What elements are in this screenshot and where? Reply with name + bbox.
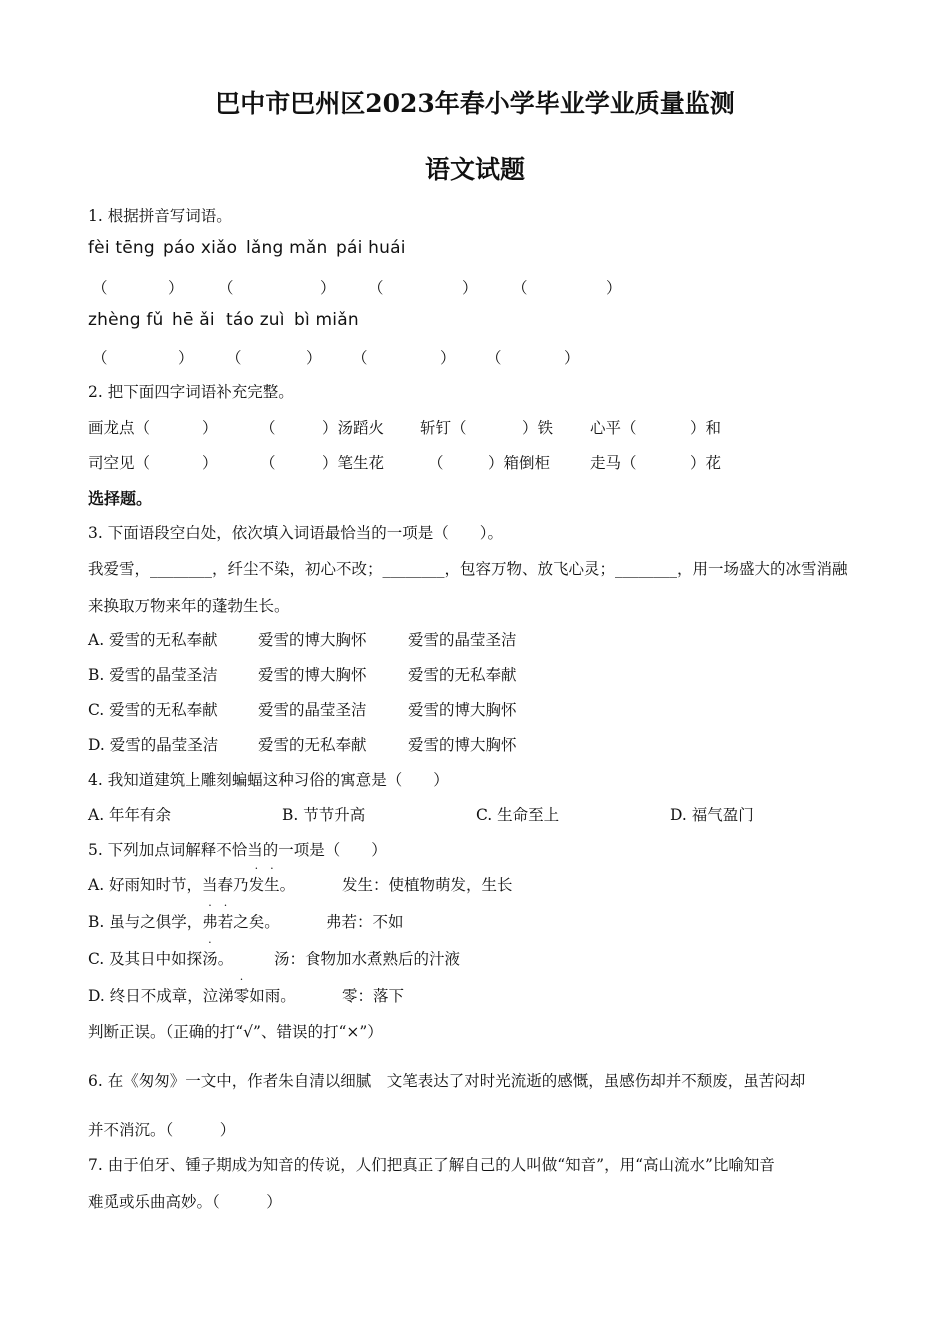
q1-pinyin-1: fèi tēng <box>88 238 155 258</box>
section-heading-choice: 选择题。 <box>88 489 153 508</box>
emphasis-dot-icon: · <box>239 973 244 986</box>
q3-option-c: C. 爱雪的无私奉献 <box>88 701 218 719</box>
answer-blank-open: （ <box>368 279 384 297</box>
q4-option-b: B. 节节升高 <box>282 806 366 824</box>
q1-stem: 1. 根据拼音写词语。 <box>88 207 232 225</box>
answer-blank-close: ） <box>168 279 184 297</box>
q4-stem: 4. 我知道建筑上雕刻蝙蝠这种习俗的寓意是（ ） <box>88 771 449 789</box>
q5-option-b: B. 虽与之俱学， · 弗 · 若之矣。 <box>88 899 280 931</box>
answer-blank-close: ） <box>178 349 194 367</box>
q5-option-b-note: 弗若：不如 <box>326 913 404 931</box>
q5-option-d: D. 终日不成章，泣涕 · 零如雨。 <box>88 973 296 1005</box>
answer-blank-close: ） <box>306 349 322 367</box>
q3-option-b: B. 爱雪的晶莹圣洁 <box>88 666 218 684</box>
q2-idiom-8-post: ）花 <box>690 454 722 472</box>
q3-passage-line1: 我爱雪，________，纤尘不染，初心不改；________，包容万物、放飞心灵；________，用一场盛大的冰雪消融 <box>88 560 848 578</box>
q2-idiom-4-post: ）和 <box>690 419 722 437</box>
emphasis-dot-icon: · <box>208 936 212 949</box>
q5-option-a-note: 发生：使植物萌发，生长 <box>342 876 513 894</box>
q3-option-d-b: 爱雪的无私奉献 <box>258 736 367 754</box>
q3-option-d: D. 爱雪的晶莹圣洁 <box>88 736 219 754</box>
q5-option-a: A. 好雨知时节，当春乃 · 发 · 生。 <box>88 862 296 894</box>
q2-idiom-1-post: ） <box>202 419 218 437</box>
answer-blank-open: （ <box>226 349 242 367</box>
dotted-char: · 若 <box>217 899 234 931</box>
q2-idiom-3-post: ）铁 <box>522 419 554 437</box>
section-heading-judge: 判断正误。（正确的打“√”、错误的打“×”） <box>88 1023 383 1041</box>
q3-option-b-c: 爱雪的无私奉献 <box>408 666 517 684</box>
q7-line2: 难觅或乐曲高妙。（ ） <box>88 1193 282 1211</box>
q4-option-c: C. 生命至上 <box>476 806 560 824</box>
q1-pinyin-4: pái huái <box>336 238 406 258</box>
q6-line1: 6. 在《匆匆》一文中，作者朱自清以细腻 文笔表达了对时光流逝的感慨，虽感伤却并不颓废，虽苦闷却 <box>88 1072 806 1090</box>
q2-idiom-8-pre: 走马（ <box>590 454 637 472</box>
q5-option-c-text: C. 及其日中如探 <box>88 950 203 968</box>
q3-option-a-b: 爱雪的博大胸怀 <box>258 631 367 649</box>
q5-option-d-text: D. 终日不成章，泣涕 <box>88 987 234 1005</box>
q3-option-c-b: 爱雪的晶莹圣洁 <box>258 701 367 719</box>
q5-option-d-note: 零：落下 <box>342 987 405 1005</box>
answer-blank-close: ） <box>606 279 622 297</box>
q1-pinyin-7: táo zuì <box>226 310 285 330</box>
answer-blank-open: （ <box>92 279 108 297</box>
emphasis-dot-icon: · <box>208 899 212 912</box>
q3-option-a-c: 爱雪的晶莹圣洁 <box>408 631 517 649</box>
q2-idiom-5-pre: 司空见（ <box>88 454 151 472</box>
dotted-char: · 发 <box>248 862 265 894</box>
answer-blank-open: （ <box>486 349 502 367</box>
answer-blank-open: （ <box>512 279 528 297</box>
answer-blank-close: ） <box>440 349 456 367</box>
q2-idiom-7-pre: （ <box>428 454 444 472</box>
q3-option-c-c: 爱雪的博大胸怀 <box>408 701 517 719</box>
answer-blank-close: ） <box>564 349 580 367</box>
q3-option-a: A. 爱雪的无私奉献 <box>88 631 218 649</box>
page-title: 巴中市巴州区2023年春小学毕业学业质量监测 <box>215 89 735 118</box>
dotted-char: · 零 <box>233 973 250 1005</box>
q7-line1: 7. 由于伯牙、锺子期成为知音的传说，人们把真正了解自己的人叫做“知音”，用“高山流水”比喻知音 <box>88 1156 775 1174</box>
q1-pinyin-5: zhèng fǔ <box>88 310 164 330</box>
answer-blank-close: ） <box>320 279 336 297</box>
q3-stem: 3. 下面语段空白处，依次填入词语最恰当的一项是（ ）。 <box>88 524 503 542</box>
q2-idiom-2-post: ）汤蹈火 <box>322 419 385 437</box>
dotted-char: · 生 <box>264 862 280 894</box>
q5-option-b-text: B. 虽与之俱学， <box>88 913 203 931</box>
emphasis-dot-icon: · <box>223 899 228 912</box>
q5-stem: 5. 下列加点词解释不恰当的一项是（ ） <box>88 841 387 859</box>
q2-idiom-2-pre: （ <box>260 419 276 437</box>
q6-line2: 并不消沉。（ ） <box>88 1121 236 1139</box>
dotted-char: · 弗 <box>202 899 218 931</box>
answer-blank-open: （ <box>92 349 108 367</box>
q3-option-b-b: 爱雪的博大胸怀 <box>258 666 367 684</box>
q5-option-a-text: A. 好雨知时节，当春乃 <box>88 876 249 894</box>
q2-idiom-1-pre: 画龙点（ <box>88 419 151 437</box>
q1-pinyin-8: bì miǎn <box>294 310 359 330</box>
emphasis-dot-icon: · <box>270 862 274 875</box>
q2-idiom-6-pre: （ <box>260 454 276 472</box>
q2-stem: 2. 把下面四字词语补充完整。 <box>88 383 294 401</box>
answer-blank-open: （ <box>352 349 368 367</box>
q4-option-a: A. 年年有余 <box>88 806 172 824</box>
q5-option-c-note: 汤：食物加水煮熟后的汁液 <box>274 950 461 968</box>
answer-blank-close: ） <box>462 279 478 297</box>
emphasis-dot-icon: · <box>254 862 259 875</box>
page-subtitle: 语文试题 <box>424 155 525 184</box>
q2-idiom-5-post: ） <box>202 454 218 472</box>
q5-option-c: C. 及其日中如探 · 汤。 <box>88 936 234 968</box>
q3-passage-line2: 来换取万物来年的蓬勃生长。 <box>88 597 290 615</box>
q4-option-d: D. 福气盈门 <box>670 806 754 824</box>
q1-pinyin-6: hē ǎi <box>172 310 215 330</box>
q2-idiom-4-pre: 心平（ <box>590 419 637 437</box>
dotted-char: · 汤 <box>202 936 218 968</box>
answer-blank-open: （ <box>218 279 234 297</box>
q3-option-d-c: 爱雪的博大胸怀 <box>408 736 517 754</box>
q2-idiom-6-post: ）笔生花 <box>322 454 385 472</box>
q2-idiom-3-pre: 斩钉（ <box>420 419 467 437</box>
q2-idiom-7-post: ）箱倒柜 <box>488 454 551 472</box>
q1-pinyin-3: lǎng mǎn <box>246 238 328 258</box>
q1-pinyin-2: páo xiǎo <box>163 238 238 258</box>
